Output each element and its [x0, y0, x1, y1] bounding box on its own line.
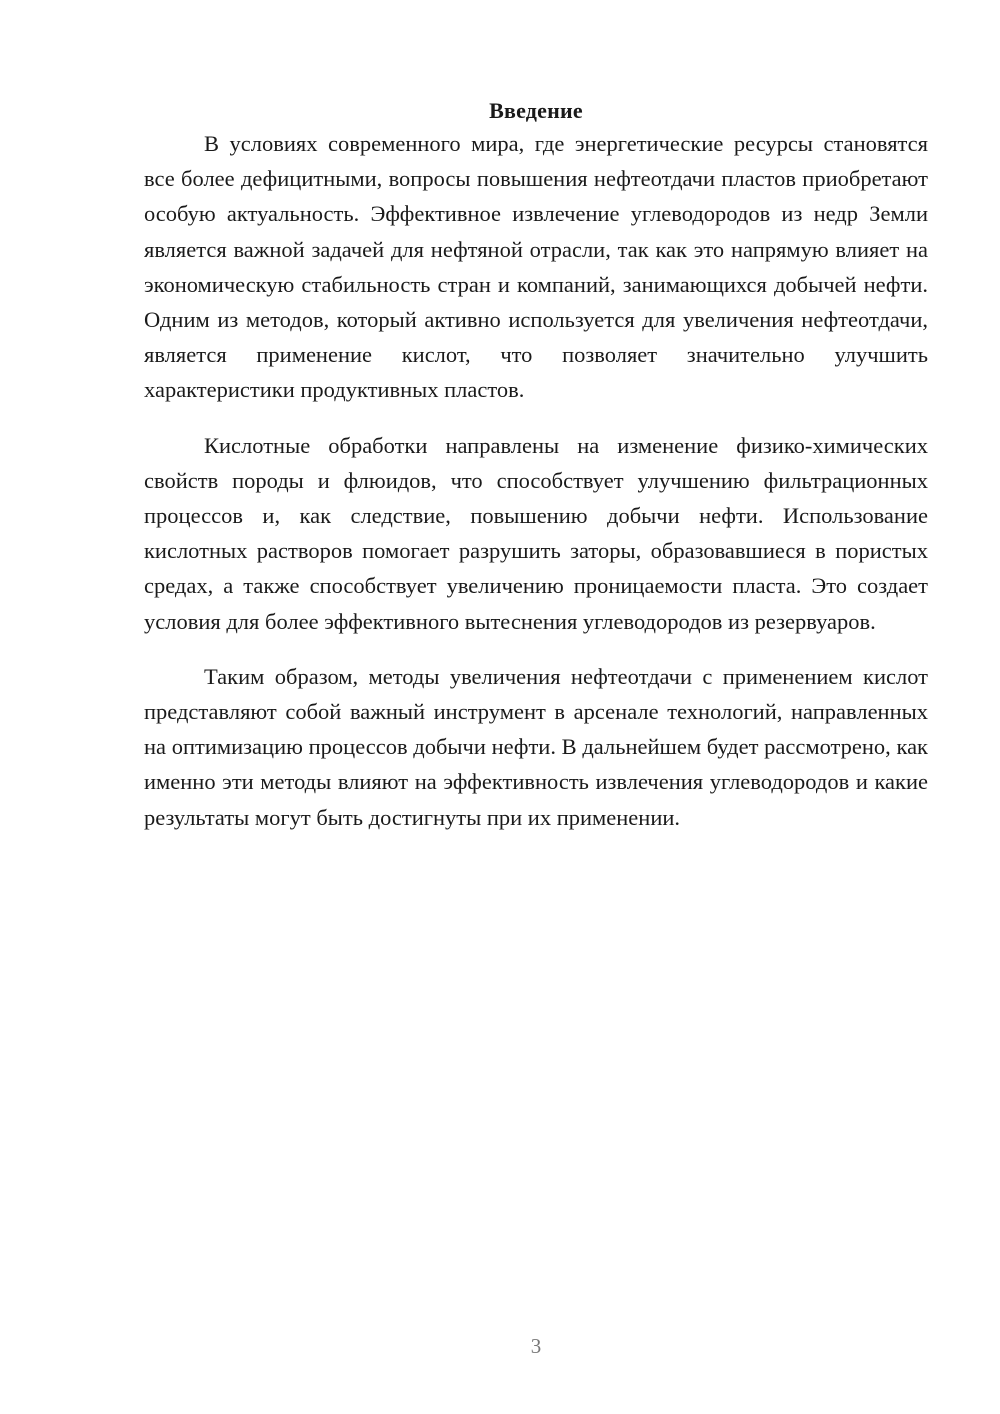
page-content — [144, 98, 928, 855]
page-number: 3 — [530, 1334, 542, 1358]
paragraph-3: Таким образом, методы увеличения нефтеотдачи с применением кислот представляют собой важный инструмент в арсенале технологий, направленных на оптимизацию процессов добычи нефти. В дальнейшем будет рассмотрено, как именно эти методы влияют на эффективность извлечения углеводородов и какие результаты могут быть достигнуты при их применении. — [144, 663, 928, 830]
paragraph-1: В условиях современного мира, где энергетические ресурсы становятся все более дефицитными, вопросы повышения нефтеотдачи пластов приобретают особую актуальность. Эффективное извлечение углеводородов из недр Земли является важной задачей для нефтяной отрасли, так как это напрямую влияет на экономическую стабильность стран и компаний, занимающихся добычей нефти. Одним из методов, который активно используется для увеличения нефтеотдачи, является применение кислот, что позволяет значительно улучшить характеристики продуктивных пластов. — [144, 131, 928, 403]
paragraph-2: Кислотные обработки направлены на изменение физико-химических свойств породы и флюидов, что способствует улучшению фильтрационных процессов и, как следствие, повышению добычи нефти. Использование кислотных растворов помогает разрушить заторы, образовавшиеся в пористых средах, а также способствует увеличению проницаемости пласта. Это создает условия для более эффективного вытеснения углеводородов из резервуаров. — [144, 432, 928, 634]
section-title: Введение — [489, 98, 583, 123]
